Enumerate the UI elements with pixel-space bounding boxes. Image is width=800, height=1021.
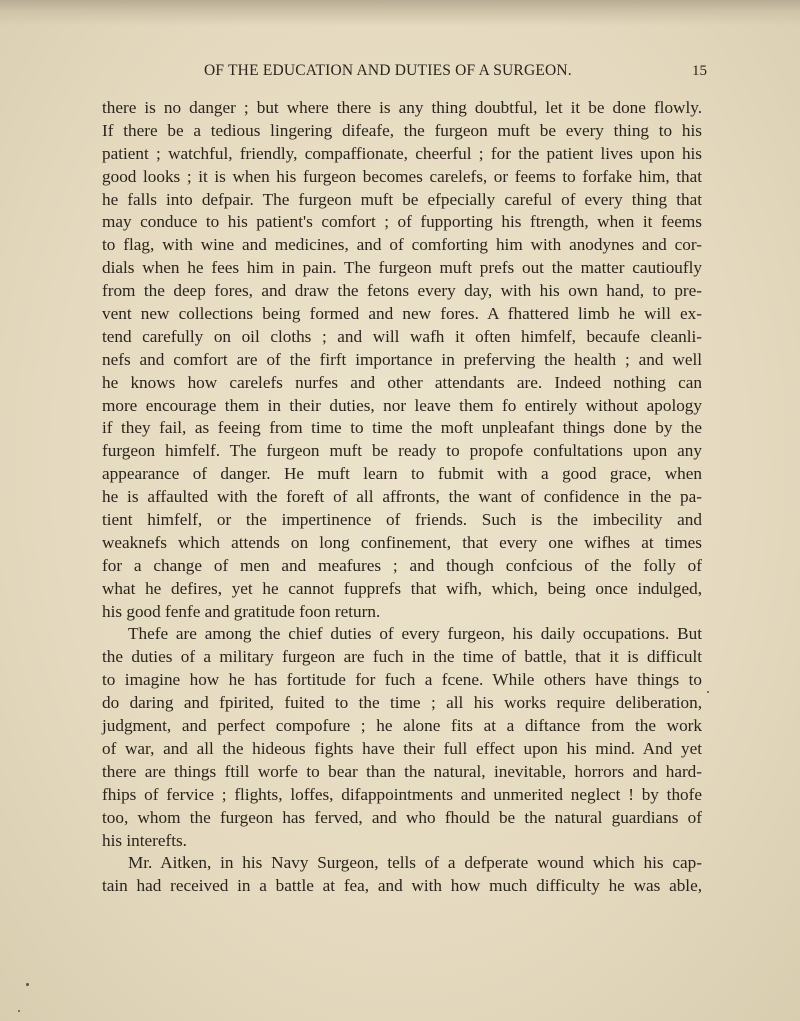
text-line: to flag, with wine and medicines, and of comforting him with anodynes and cor- bbox=[102, 235, 702, 255]
text-line: weaknefs which attends on long confinement, that every one wifhes at times bbox=[102, 532, 702, 552]
body-text bbox=[102, 97, 702, 898]
paper-speck bbox=[707, 691, 709, 693]
text-line: tend carefully on oil cloths ; and will wafh it often himfelf, becaufe cleanli- bbox=[102, 326, 702, 346]
text-line: If there be a tedious lingering difeafe, the furgeon muft be every thing to his bbox=[102, 120, 702, 140]
text-line: tain had received in a battle at fea, and with how much difficulty he was able, bbox=[102, 876, 702, 896]
paragraph-first-line: Mr. Aitken, in his Navy Surgeon, tells of a defperate wound which his cap- bbox=[128, 853, 702, 873]
text-line: too, whom the furgeon has ferved, and who fhould be the natural guardians of bbox=[102, 807, 702, 827]
text-line: more encourage them in their duties, nor leave them fo entirely without apology bbox=[102, 395, 702, 415]
text-line: from the deep fores, and draw the fetons every day, with his own hand, to pre- bbox=[102, 281, 702, 301]
text-line: he falls into defpair. The furgeon muft be efpecially careful of every thing that bbox=[102, 189, 702, 209]
text-line: what he defires, yet he cannot fupprefs that wifh, which, being once indulged, bbox=[102, 578, 702, 598]
text-line: there are things ftill worfe to bear than the natural, inevitable, horrors and hard- bbox=[102, 761, 702, 781]
text-line: there is no danger ; but where there is any thing doubtful, let it be done flowly. bbox=[102, 98, 702, 117]
text-line: of war, and all the hideous fights have their full effect upon his mind. And yet bbox=[102, 738, 702, 758]
text-line: appearance of danger. He muft learn to fubmit with a good grace, when bbox=[102, 464, 702, 484]
text-line: to imagine how he has fortitude for fuch a fcene. While others have things to bbox=[102, 670, 702, 690]
paragraph-end-line: his good fenfe and gratitude foon return. bbox=[102, 601, 381, 621]
text-line: if they fail, as feeing from time to time the moft unpleafant things done by the bbox=[102, 418, 702, 438]
running-head bbox=[0, 62, 800, 86]
text-line: vent new collections being formed and new fores. A fhattered limb he will ex- bbox=[102, 304, 702, 324]
text-line: do daring and fpirited, fuited to the time ; all his works require deliberation, bbox=[102, 693, 702, 713]
text-line: he is affaulted with the foreft of all affronts, the want of confidence in the pa- bbox=[102, 487, 702, 507]
text-line: judgment, and perfect compofure ; he alone fits at a diftance from the work bbox=[102, 716, 702, 736]
paragraph-end-line: his interefts. bbox=[102, 830, 187, 850]
paper-speck bbox=[18, 1010, 20, 1012]
page-number: 15 bbox=[692, 63, 707, 79]
text-line: good looks ; it is when his furgeon becomes carelefs, or feems to forfake him, that bbox=[102, 166, 702, 186]
text-line: the duties of a military furgeon are fuch in the time of battle, that it is difficult bbox=[102, 647, 702, 667]
paragraph-first-line: Thefe are among the chief duties of every furgeon, his daily occupations. But bbox=[128, 624, 702, 644]
text-line: he knows how carelefs nurfes and other attendants are. Indeed nothing can bbox=[102, 372, 702, 392]
text-line: tient himfelf, or the impertinence of friends. Such is the imbecility and bbox=[102, 510, 702, 530]
text-line: for a change of men and meafures ; and though confcious of the folly of bbox=[102, 555, 702, 575]
paper-speck bbox=[26, 983, 29, 986]
text-line: dials when he fees him in pain. The furgeon muft prefs out the matter cautioufly bbox=[102, 258, 702, 278]
page-top-edge bbox=[0, 0, 800, 26]
text-line: may conduce to his patient's comfort ; of fupporting his ftrength, when it feems bbox=[102, 212, 702, 232]
text-line: fhips of fervice ; flights, loffes, difappointments and unmerited neglect ! by thofe bbox=[102, 784, 702, 804]
running-head-title: OF THE EDUCATION AND DUTIES OF A SURGEON. bbox=[204, 62, 572, 79]
text-line: nefs and comfort are of the firft importance in preferving the health ; and well bbox=[102, 349, 702, 369]
text-line: patient ; watchful, friendly, compaffionate, cheerful ; for the patient lives upon his bbox=[102, 143, 702, 163]
text-line: furgeon himfelf. The furgeon muft be ready to propofe confultations upon any bbox=[102, 441, 702, 461]
